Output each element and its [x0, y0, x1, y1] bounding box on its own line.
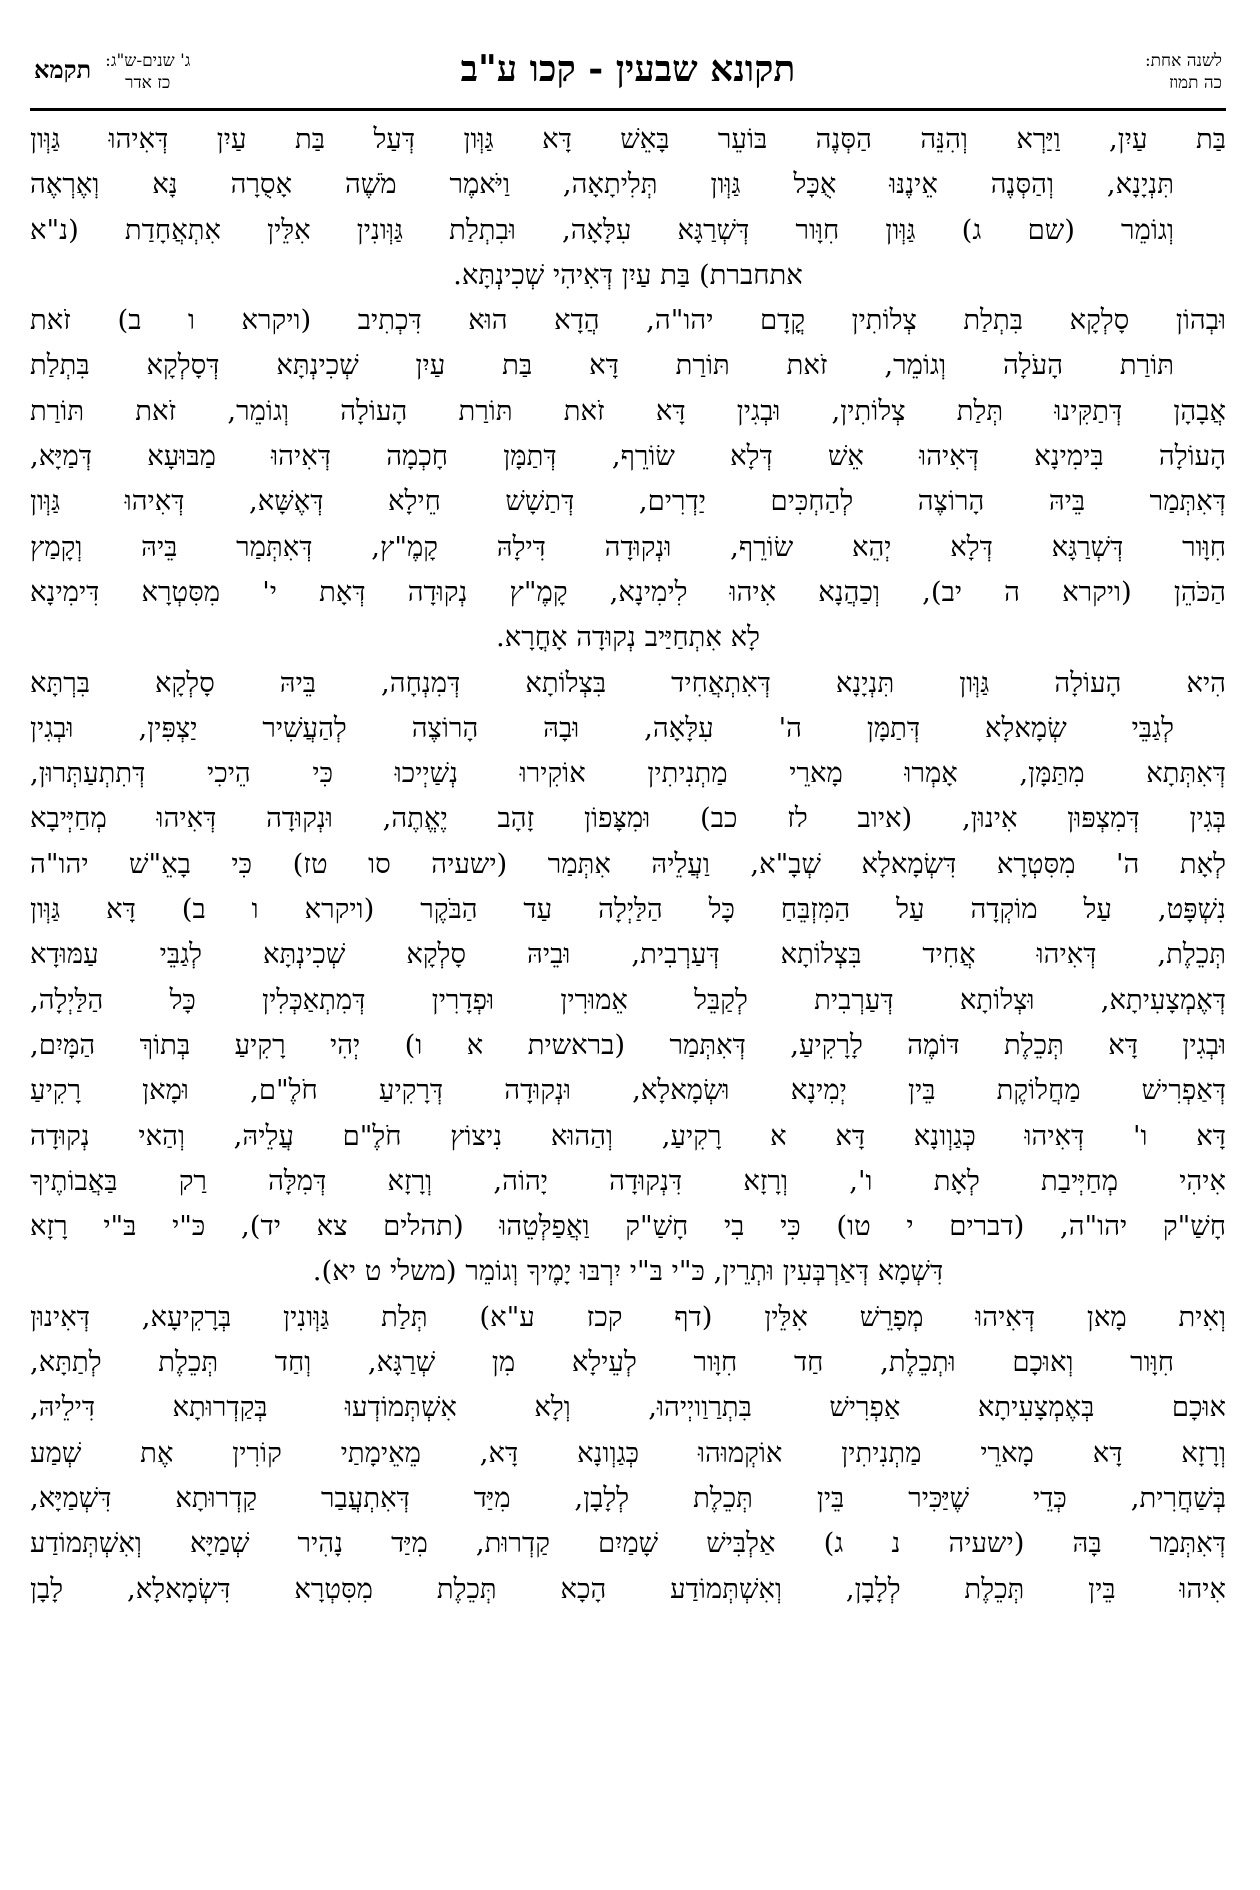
page-title: תקונא שבעין - קכו ע"ב [460, 48, 796, 90]
header-left-line1: ג' שנים-ש"ג: [105, 51, 191, 71]
text-line: דְּאַפְרִישׁ מַחֲלוֹקֶת בֵּין יְמִינָא וּשְׂמָאלָא, וּנְקוּדָה דְּרָקִיעַ חֹלֶ"ם, וּמָאן רָקִיעַ [30, 1074, 1226, 1107]
text-line: וְגוֹמֵר (שם ג) גַּוְּון חִוָּור דְּשְׁרַגָּא עִלָּאָה, וּבִתְלַת גַּוְּונִין אִלֵּין אִתְאֲחָדַת (נ"א [30, 213, 1174, 246]
text-line: הָעוֹלָה בִּימִינָא דְּאִיהוּ אֵשׁ דְּלָא שׂוֹרֵף, דְּתַמָּן חָכְמָה דְּאִיהוּ מַבּוּעָא דְּמַיָּא, [30, 440, 1226, 473]
text-line: וּבְהוֹן סָלְקָא בִּתְלַת צְלוֹתִין קֳדָם יהו"ה, הֲדָא הוּא דִּכְתִיב (ויקרא ו ב) זֹאת [30, 304, 1226, 337]
text-line: וּבְגִין דָּא תְּכֵלֶת דּוֹמֶה לָרָקִיעַ, דְּאִתְּמַר (בראשית א ו) יְהִי רָקִיעַ בְּתוֹךְ הַמָּיִם, [30, 1028, 1226, 1061]
text-line: לְאָת ה' מִסִּטְרָא דִּשְׂמָאלָא שְׁבָ"א, וַעֲלֵיהּ אִתְּמַר (ישעיה סו טז) כִּי בָאֵ"שׁ יהו"ה [30, 847, 1226, 880]
header-left-dates [105, 50, 190, 94]
text-line: דִּשְׁמָא דְּאַרְבְּעִין וּתְרֵין, כּ"י בּ"י יִרְבּוּ יָמֶיךָ וְגוֹמֵר (משלי ט יא). [312, 1255, 944, 1288]
text-line: הִיא הָעוֹלָה גַּוְּון תִּנְיָנָא דְּאִתְאֲחִיד בִּצְלוֹתָא דְּמִנְחָה, בֵּיהּ סָלְקָא בִּרְתָּא [30, 666, 1226, 699]
page-header [30, 40, 1226, 111]
header-left-line2: כז אדר [125, 73, 171, 93]
text-line: וְאִית מָאן דְּאִיהוּ מְפָרֵשׁ אִלֵּין (דף קכז ע"א) תְּלַת גַּוְּונִין בְּרָקִיעָא, דְּאִינוּן [30, 1300, 1226, 1333]
text-line: חִוָּור דְּשְׁרַגָּא דְּלָא יְהֵא שׂוֹרֵף, וּנְקוּדָה דִּילָהּ קָמֶ"ץ, דְּאִתְּמַר בֵּיהּ וְקָמַץ [30, 530, 1226, 563]
text-line: דָּא ו' דְּאִיהוּ כְּגַוְונָא דָּא ﬡ רָקִיעַ, וְהַהוּא נִיצוֹץ חֹלֶ"ם עֲלֵיהּ, וְהַאי נְקוּדָה [30, 1119, 1226, 1152]
text-line: אתחברת) בַּת עַיִן דְּאִיהִי שְׁכִינְתָּא. [453, 258, 803, 291]
text-line: דְּאִתְּמַר בֵּיהּ הָרוֹצֶה לְהַחְכִּים יַדְרִים, דְּתַשָׁשׁ חֵילָא דְּאֶשָּׁא, דְּאִיהוּ גַּוְּון [30, 485, 1226, 518]
text-line: בְּגִין דְּמִצְפּוּן אִינוּן, (איוב לז כב) וּמִצָּפוֹן זָהָב יֶאֱתֶה, וּנְקוּדָה דְּאִיהוּ מְחַיְּיבָא [30, 802, 1226, 835]
text-line: לָא אִתְחַיַּיב נְקוּדָה אָחֳרָא. [495, 621, 761, 654]
text-body [30, 117, 1226, 1612]
text-line: חִוָּור וְאוּכָם וּתְכֵלֶת, חַד חִוָּור לְעֵילָא מִן שְׁרַגָּא, וְחַד תְּכֵלֶת לְתַתָּא, [30, 1346, 1174, 1379]
text-line: הַכֹּהֵן (ויקרא ה יב), וְכַהֲנָא אִיהוּ לִימִינָא, קָמֶ"ץ נְקוּדָה דְּאָת י' מִסִּטְרָא דִּימִינָא [30, 575, 1226, 608]
text-line: אִיהִי מְחַיְּיבַת לְאָת ו', וְרָזָא דִּנְקוּדָה יָהוֹה, וְרָזָא דְּמִלָּה רַק בַּאֲבוֹתֶיךָ [30, 1164, 1226, 1197]
text-line: תְּכֵלֶת, דְּאִיהוּ אֲחִיד בִּצְלוֹתָא דְּעַרְבִית, וּבֵיהּ סָלְקָא שְׁכִינְתָּא לְגַבֵּי עַמּוּדָא [30, 938, 1226, 971]
text-line: תּוֹרַת הָעֹלָה וְגוֹמֵר, זֹאת תּוֹרַת דָּא בַּת עַיִן שְׁכִינְתָּא דְּסָלְקָא בִּתְלַת [30, 349, 1174, 382]
text-line: תִּנְיָנָא, וְהַסְּנֶה אֵינֶנּוּ אֻכָּל גַּוְּון תְּלִיתָאָה, וַיֹּאמֶר מֹשֶׁה אָסֻרָה נָּא וְאֶרְאֶה [30, 168, 1174, 201]
header-left-block [34, 50, 190, 94]
text-line: אִיהוּ בֵּין תְּכֵלֶת לְלָבָן, וְאִשְׁתְּמוֹדַע הָכָא תְּכֵלֶת מִסִּטְרָא דִּשְׂמָאלָא, לָבָן [30, 1572, 1226, 1605]
text-line: דְּאִתְּתָא מִתַּמָּן, אָמְרוּ מָארֵי מַתְנִיתִין אוֹקִירוּ נְשַׁיְיכוּ כִּי הֵיכִי דְּתִתְעַתְּרוּן, [30, 757, 1226, 790]
text-line: בְּשַׁחֲרִית, כְּדֵי שֶׁיַּכִּיר בֵּין תְּכֵלֶת לְלָבָן, מִיַּד דְּאִתְעֲבַר קַדְרוּתָא דִּשְׁמַיָּא, [30, 1481, 1226, 1514]
page-number: תקמא [34, 55, 92, 84]
text-line: חָשַׁ"ק יהו"ה, (דברים י טו) כִּי בִי חָשַׁ"ק וַאֲפַלְּטֵהוּ (תהלים צא יד), כּ"י בּ"י רָזָא [30, 1210, 1226, 1243]
text-line: בַּת עַיִן, וַיַּרְא וְהִנֵּה הַסְּנֶה בּוֹעֵר בָּאֵשׁ דָּא גַּוְּון דְּעַל בַּת עַיִן דְּאִיהוּ גַּוְּון [30, 123, 1226, 155]
header-right-line2: כה תמוז [1168, 73, 1222, 93]
header-right-line1: לשנה אחת: [1144, 51, 1222, 71]
text-line: אֲבָהָן דְּתַקִּינוּ תְּלַת צְלוֹתִין, וּבְגִין דָּא זֹאת תּוֹרַת הָעוֹלָה וְגוֹמֵר, זֹאת תּוֹרַת [30, 394, 1226, 427]
text-line: דְּאֶמְצָעִיתָא, וּצְלוֹתָא דְּעַרְבִית לְקַבֵּל אֵמוּרִין וּפְדָרִין דְּמִתְאַכְּלִין כָּל הַלַּיְלָה, [30, 983, 1226, 1016]
page [30, 40, 1226, 1860]
text-line: אוּכָם בְּאֶמְצָעִיתָא אַפְרִישׁ בִּתְרַוַויְיהוּ, וְלָא אִשְׁתְּמוֹדְעוּ בְּקַדְרוּתָא דִּילֵיהּ, [30, 1391, 1226, 1424]
text-line: וְרָזָא דָּא מָארֵי מַתְנִיתִין אוֹקְמוּהוּ כְּגַוְונָא דָּא, מֵאֵימָתַי קוֹרִין אֶת שְׁמַע [30, 1436, 1226, 1469]
text-line: נִשְׁפָּט, עַל מוֹקְדָה עַל הַמִּזְבֵּחַ כָּל הַלַּיְלָה עַד הַבֹּקֶר (ויקרא ו ב) דָּא גַּוְּון [30, 893, 1226, 926]
text-line: לְגַבֵּי שְׂמָאלָא דְּתַמָּן ה' עִלָּאָה, וּבָהּ הָרוֹצֶה לְהַעֲשִׁיר יַצְפִּין, וּבְגִין [30, 711, 1174, 744]
text-line: דְּאִתְּמַר בָּהּ (ישעיה נ ג) אַלְבִּישׁ שָׁמַיִם קַדְרוּת, מִיַּד נָהִיר שְׁמַיָּא וְאִשְׁתְּמוֹדַע [30, 1527, 1226, 1560]
